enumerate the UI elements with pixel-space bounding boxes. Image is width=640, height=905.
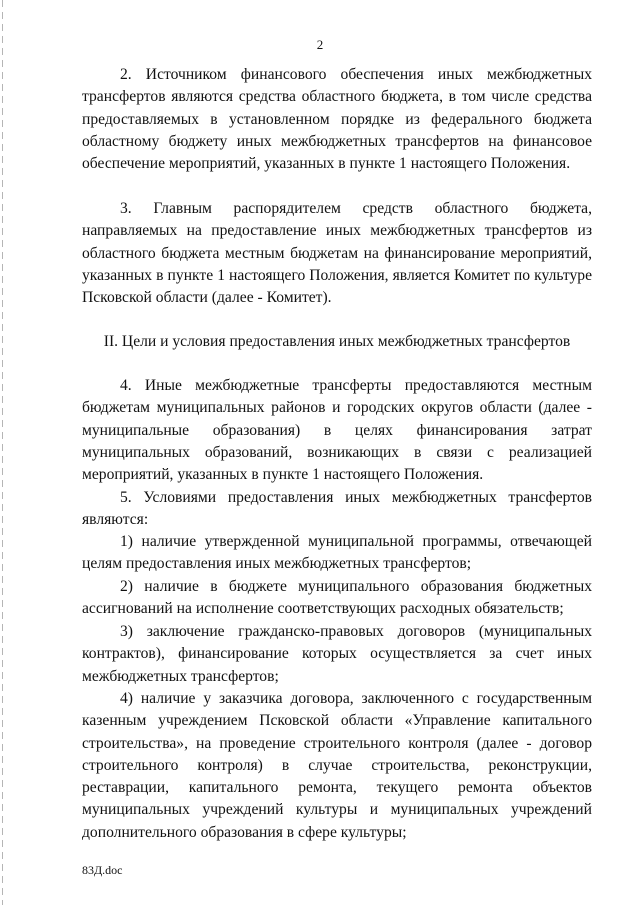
paragraph-4-transfers: 4. Иные межбюджетные трансферты предоставляются местным бюджетам муниципальных районов и городских округов области (далее - муниципальные образования) в целях финансирования затрат муниципальных образований, возникающих в связи с реализацией мероприятий, указанных в пункте 1 настоящего Положения. (82, 377, 592, 484)
condition-item-3: 3) заключение гражданско-правовых договоров (муниципальных контрактов), финансирование которых осуществляется за счет иных межбюджетных трансфертов; (82, 623, 592, 685)
section-heading: II. Цели и условия предоставления иных межбюджетных трансфертов (103, 333, 571, 350)
footer-filename: 83Д.doc (82, 863, 123, 877)
condition-item-4: 4) наличие у заказчика договора, заключенного с государственным казенным учреждением Псковской области «Управление капитального строительства», на проведение строительного контроля (далее - договор строительного контроля) в случае строительства, реконструкции, реставрации, капитального ремонта, текущего ремонта объектов муниципальных учреждений культуры и муниципальных учреждений дополнительного образования в сфере культуры; (82, 690, 592, 841)
condition-item-2: 2) наличие в бюджете муниципального образования бюджетных ассигнований на исполнение соответствующих расходных обязательств; (82, 578, 592, 618)
paragraph-3-chief-administrator: 3. Главным распорядителем средств областного бюджета, направляемых на предоставление иных межбюджетных трансфертов из областного бюджета местным бюджетам на финансирование мероприятий, указанных в пункте 1 настоящего Положения, является Комитет по культуре Псковской области (далее - Комитет). (82, 200, 592, 307)
condition-item-1: 1) наличие утвержденной муниципальной программы, отвечающей целям предоставления иных межбюджетных трансфертов; (82, 533, 592, 573)
paragraph-5-conditions: 5. Условиями предоставления иных межбюджетных трансфертов являются: (82, 489, 592, 529)
page-number: 2 (316, 37, 324, 52)
scan-edge (2, 0, 3, 905)
paragraph-2-funding-source: 2. Источником финансового обеспечения иных межбюджетных трансфертов являются средства областного бюджета, в том числе средства предоставляемых в установленном порядке из федерального бюджета областному бюджету иных межбюджетных трансфертов на финансовое обеспечение мероприятий, указанных в пункте 1 настоящего Положения. (82, 66, 592, 173)
